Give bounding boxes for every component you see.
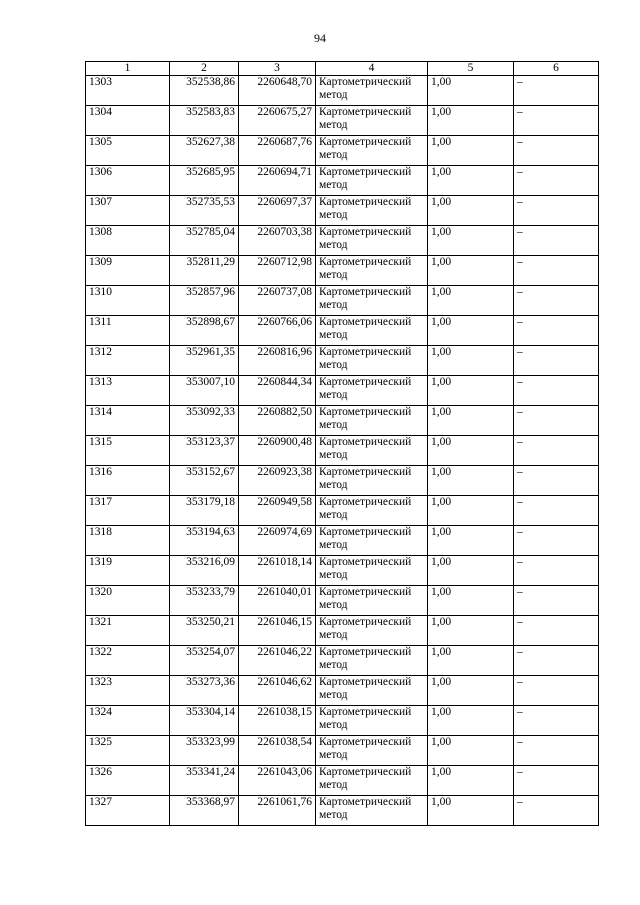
note-cell: – [514, 496, 599, 526]
method-cell: Картометрический метод [316, 136, 428, 166]
accuracy-cell: 1,00 [428, 316, 514, 346]
note-cell: – [514, 616, 599, 646]
method-cell: Картометрический метод [316, 676, 428, 706]
column-header: 6 [514, 62, 599, 76]
point-number-cell: 1323 [86, 676, 170, 706]
y-coordinate-cell: 2261046,22 [239, 646, 316, 676]
method-cell: Картометрический метод [316, 316, 428, 346]
point-number-cell: 1325 [86, 736, 170, 766]
point-number-cell: 1320 [86, 586, 170, 616]
table-row [86, 256, 599, 286]
accuracy-cell: 1,00 [428, 466, 514, 496]
accuracy-cell: 1,00 [428, 226, 514, 256]
x-coordinate-cell: 353216,09 [170, 556, 239, 586]
table-row [86, 586, 599, 616]
note-cell: – [514, 226, 599, 256]
table-row [86, 436, 599, 466]
point-number-cell: 1315 [86, 436, 170, 466]
y-coordinate-cell: 2260974,69 [239, 526, 316, 556]
x-coordinate-cell: 353092,33 [170, 406, 239, 436]
table-row [86, 556, 599, 586]
x-coordinate-cell: 353194,63 [170, 526, 239, 556]
table-row [86, 676, 599, 706]
point-number-cell: 1306 [86, 166, 170, 196]
column-header: 4 [316, 62, 428, 76]
accuracy-cell: 1,00 [428, 676, 514, 706]
x-coordinate-cell: 353304,14 [170, 706, 239, 736]
x-coordinate-cell: 353123,37 [170, 436, 239, 466]
accuracy-cell: 1,00 [428, 286, 514, 316]
method-cell: Картометрический метод [316, 766, 428, 796]
note-cell: – [514, 376, 599, 406]
point-number-cell: 1307 [86, 196, 170, 226]
note-cell: – [514, 406, 599, 436]
note-cell: – [514, 646, 599, 676]
accuracy-cell: 1,00 [428, 706, 514, 736]
point-number-cell: 1321 [86, 616, 170, 646]
coordinates-table [85, 61, 599, 826]
note-cell: – [514, 76, 599, 106]
accuracy-cell: 1,00 [428, 196, 514, 226]
y-coordinate-cell: 2260766,06 [239, 316, 316, 346]
method-cell: Картометрический метод [316, 76, 428, 106]
method-cell: Картометрический метод [316, 436, 428, 466]
note-cell: – [514, 706, 599, 736]
table-header-row [86, 62, 599, 76]
y-coordinate-cell: 2260703,38 [239, 226, 316, 256]
y-coordinate-cell: 2260675,27 [239, 106, 316, 136]
table-row [86, 376, 599, 406]
table-row [86, 346, 599, 376]
accuracy-cell: 1,00 [428, 766, 514, 796]
point-number-cell: 1327 [86, 796, 170, 826]
point-number-cell: 1324 [86, 706, 170, 736]
accuracy-cell: 1,00 [428, 586, 514, 616]
x-coordinate-cell: 353179,18 [170, 496, 239, 526]
y-coordinate-cell: 2260697,37 [239, 196, 316, 226]
method-cell: Картометрический метод [316, 616, 428, 646]
note-cell: – [514, 346, 599, 376]
column-header: 2 [170, 62, 239, 76]
table-row [86, 196, 599, 226]
method-cell: Картометрический метод [316, 256, 428, 286]
point-number-cell: 1305 [86, 136, 170, 166]
note-cell: – [514, 256, 599, 286]
note-cell: – [514, 196, 599, 226]
x-coordinate-cell: 353152,67 [170, 466, 239, 496]
accuracy-cell: 1,00 [428, 376, 514, 406]
accuracy-cell: 1,00 [428, 436, 514, 466]
x-coordinate-cell: 353323,99 [170, 736, 239, 766]
table-row [86, 526, 599, 556]
accuracy-cell: 1,00 [428, 796, 514, 826]
point-number-cell: 1322 [86, 646, 170, 676]
table-row [86, 226, 599, 256]
point-number-cell: 1317 [86, 496, 170, 526]
table-row [86, 166, 599, 196]
y-coordinate-cell: 2260949,58 [239, 496, 316, 526]
x-coordinate-cell: 353341,24 [170, 766, 239, 796]
y-coordinate-cell: 2260816,96 [239, 346, 316, 376]
method-cell: Картометрический метод [316, 496, 428, 526]
y-coordinate-cell: 2260923,38 [239, 466, 316, 496]
table-row [86, 496, 599, 526]
accuracy-cell: 1,00 [428, 76, 514, 106]
table-body [86, 76, 599, 826]
column-header: 3 [239, 62, 316, 76]
accuracy-cell: 1,00 [428, 736, 514, 766]
point-number-cell: 1312 [86, 346, 170, 376]
x-coordinate-cell: 352811,29 [170, 256, 239, 286]
method-cell: Картометрический метод [316, 346, 428, 376]
method-cell: Картометрический метод [316, 106, 428, 136]
x-coordinate-cell: 353254,07 [170, 646, 239, 676]
x-coordinate-cell: 353233,79 [170, 586, 239, 616]
x-coordinate-cell: 352538,86 [170, 76, 239, 106]
x-coordinate-cell: 352898,67 [170, 316, 239, 346]
table-row [86, 136, 599, 166]
table-row [86, 106, 599, 136]
accuracy-cell: 1,00 [428, 256, 514, 286]
column-header: 1 [86, 62, 170, 76]
method-cell: Картометрический метод [316, 226, 428, 256]
x-coordinate-cell: 352735,53 [170, 196, 239, 226]
note-cell: – [514, 166, 599, 196]
table-row [86, 286, 599, 316]
y-coordinate-cell: 2261046,62 [239, 676, 316, 706]
note-cell: – [514, 586, 599, 616]
table-row [86, 736, 599, 766]
accuracy-cell: 1,00 [428, 616, 514, 646]
table-row [86, 766, 599, 796]
method-cell: Картометрический метод [316, 406, 428, 436]
note-cell: – [514, 436, 599, 466]
y-coordinate-cell: 2260694,71 [239, 166, 316, 196]
note-cell: – [514, 316, 599, 346]
note-cell: – [514, 736, 599, 766]
x-coordinate-cell: 353250,21 [170, 616, 239, 646]
note-cell: – [514, 766, 599, 796]
accuracy-cell: 1,00 [428, 346, 514, 376]
table-row [86, 796, 599, 826]
point-number-cell: 1319 [86, 556, 170, 586]
x-coordinate-cell: 353273,36 [170, 676, 239, 706]
method-cell: Картометрический метод [316, 526, 428, 556]
y-coordinate-cell: 2261046,15 [239, 616, 316, 646]
note-cell: – [514, 136, 599, 166]
method-cell: Картометрический метод [316, 556, 428, 586]
method-cell: Картометрический метод [316, 166, 428, 196]
x-coordinate-cell: 352583,83 [170, 106, 239, 136]
method-cell: Картометрический метод [316, 706, 428, 736]
x-coordinate-cell: 352685,95 [170, 166, 239, 196]
y-coordinate-cell: 2261040,01 [239, 586, 316, 616]
accuracy-cell: 1,00 [428, 496, 514, 526]
point-number-cell: 1310 [86, 286, 170, 316]
method-cell: Картометрический метод [316, 286, 428, 316]
y-coordinate-cell: 2260737,08 [239, 286, 316, 316]
note-cell: – [514, 556, 599, 586]
point-number-cell: 1308 [86, 226, 170, 256]
x-coordinate-cell: 353368,97 [170, 796, 239, 826]
method-cell: Картометрический метод [316, 466, 428, 496]
point-number-cell: 1318 [86, 526, 170, 556]
y-coordinate-cell: 2260648,70 [239, 76, 316, 106]
point-number-cell: 1311 [86, 316, 170, 346]
accuracy-cell: 1,00 [428, 556, 514, 586]
x-coordinate-cell: 352785,04 [170, 226, 239, 256]
table-row [86, 316, 599, 346]
method-cell: Картометрический метод [316, 586, 428, 616]
note-cell: – [514, 796, 599, 826]
accuracy-cell: 1,00 [428, 136, 514, 166]
y-coordinate-cell: 2261038,54 [239, 736, 316, 766]
accuracy-cell: 1,00 [428, 646, 514, 676]
x-coordinate-cell: 353007,10 [170, 376, 239, 406]
y-coordinate-cell: 2260687,76 [239, 136, 316, 166]
y-coordinate-cell: 2260900,48 [239, 436, 316, 466]
accuracy-cell: 1,00 [428, 406, 514, 436]
x-coordinate-cell: 352857,96 [170, 286, 239, 316]
method-cell: Картометрический метод [316, 646, 428, 676]
page-number: 94 [314, 31, 326, 45]
point-number-cell: 1314 [86, 406, 170, 436]
accuracy-cell: 1,00 [428, 166, 514, 196]
point-number-cell: 1303 [86, 76, 170, 106]
accuracy-cell: 1,00 [428, 526, 514, 556]
table-row [86, 706, 599, 736]
y-coordinate-cell: 2261038,15 [239, 706, 316, 736]
y-coordinate-cell: 2260882,50 [239, 406, 316, 436]
table-row [86, 406, 599, 436]
point-number-cell: 1326 [86, 766, 170, 796]
note-cell: – [514, 526, 599, 556]
note-cell: – [514, 286, 599, 316]
accuracy-cell: 1,00 [428, 106, 514, 136]
table-row [86, 466, 599, 496]
point-number-cell: 1309 [86, 256, 170, 286]
table-row [86, 616, 599, 646]
method-cell: Картометрический метод [316, 796, 428, 826]
method-cell: Картометрический метод [316, 736, 428, 766]
y-coordinate-cell: 2261018,14 [239, 556, 316, 586]
note-cell: – [514, 466, 599, 496]
point-number-cell: 1313 [86, 376, 170, 406]
y-coordinate-cell: 2261061,76 [239, 796, 316, 826]
note-cell: – [514, 676, 599, 706]
y-coordinate-cell: 2260844,34 [239, 376, 316, 406]
table-row [86, 76, 599, 106]
column-header: 5 [428, 62, 514, 76]
note-cell: – [514, 106, 599, 136]
point-number-cell: 1316 [86, 466, 170, 496]
y-coordinate-cell: 2260712,98 [239, 256, 316, 286]
method-cell: Картометрический метод [316, 376, 428, 406]
point-number-cell: 1304 [86, 106, 170, 136]
y-coordinate-cell: 2261043,06 [239, 766, 316, 796]
x-coordinate-cell: 352627,38 [170, 136, 239, 166]
table-row [86, 646, 599, 676]
x-coordinate-cell: 352961,35 [170, 346, 239, 376]
method-cell: Картометрический метод [316, 196, 428, 226]
